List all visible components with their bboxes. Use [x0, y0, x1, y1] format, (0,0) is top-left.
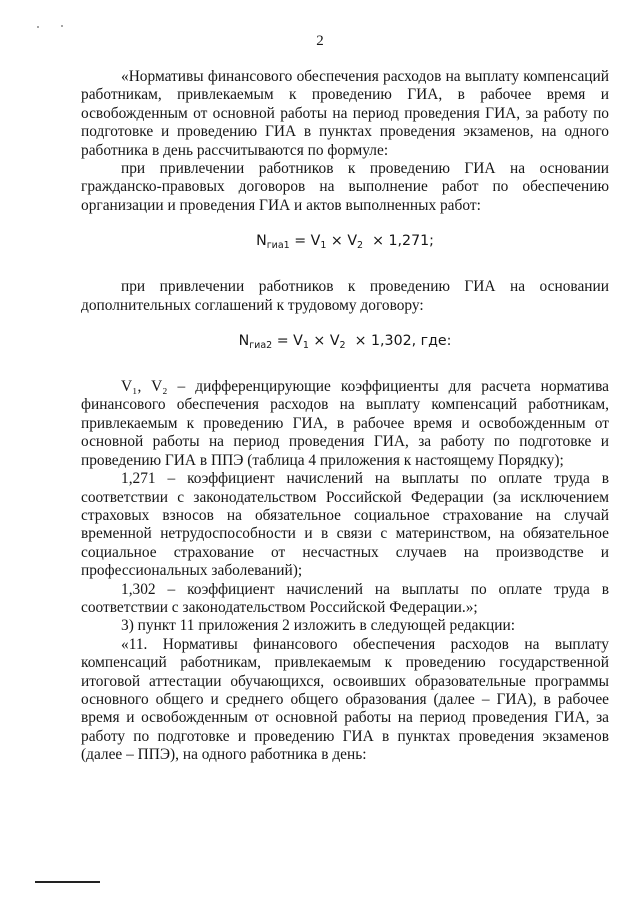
- formula-v2-subscript: 2: [339, 340, 346, 352]
- formula-gia1: [81, 232, 609, 255]
- paragraph-coefficients-v: V₁, V₂ – дифференцирующие коэффициенты для расчета норматива финансового обеспечения расходов на выплату компенсаций работникам, привлекаемым к проведению ГИА, в рабочее время и освобожденным от основной работы на период проведения ГИА, за работу по подготовке и проведению ГИА в ППЭ (таблица 4 приложения к настоящему Порядку);: [81, 378, 609, 469]
- formula-v2: V: [347, 233, 358, 250]
- formula-v2: V: [329, 333, 340, 350]
- formula-equals: =: [272, 333, 294, 350]
- paragraph-norms-intro: «Нормативы финансового обеспечения расходов на выплату компенсаций работникам, привлекаемым к проведению ГИА, в рабочее время и освобожденным от основной работы на период проведения ГИА, за работу по подготовке и проведению ГИА в пунктах проведения экзаменов, на одного работника в день рассчитываются по формуле:: [81, 68, 609, 159]
- formula-lhs: N: [238, 333, 250, 350]
- formula-v2-subscript: 2: [357, 240, 364, 252]
- formula-times: ×: [326, 233, 348, 250]
- formula-tail: × 1,302, где:: [345, 333, 452, 350]
- formula-times: ×: [308, 333, 330, 350]
- footer-rule: [35, 881, 100, 883]
- paragraph-item-3: 3) пункт 11 приложения 2 изложить в следующей редакции:: [121, 617, 515, 635]
- formula-lhs-subscript: гиа2: [249, 340, 273, 352]
- formula-lhs-subscript: гиа1: [266, 240, 290, 252]
- paragraph-coefficient-1302: 1,302 – коэффициент начислений на выплаты по оплате труда в соответствии с законодательством Российской Федерации.»;: [81, 580, 609, 616]
- formula-v1: V: [310, 233, 321, 250]
- paragraph-civil-contracts: при привлечении работников к проведению ГИА на основании гражданско-правовых договоров на выполнение работ по обеспечению организации и проведения ГИА и актов выполненных работ:: [81, 160, 609, 214]
- paragraph-coefficient-1271: 1,271 – коэффициент начислений на выплаты по оплате труда в соответствии с законодательством Российской Федерации (за исключением страховых взносов на обязательное социальное страхование на случай временной нетрудоспособности и в связи с материнством, на обязательное социальное страхование от несчастных случаев на производстве и профессиональных заболеваний);: [81, 470, 609, 580]
- scan-speck: [37, 26, 39, 28]
- formula-v1: V: [293, 333, 303, 350]
- page-number: 2: [316, 33, 324, 49]
- formula-equals: =: [289, 233, 311, 250]
- formula-v1-subscript: 1: [320, 240, 327, 252]
- formula-tail: × 1,271;: [363, 233, 434, 250]
- formula-lhs: N: [256, 233, 267, 250]
- formula-v1-subscript: 1: [302, 340, 309, 352]
- formula-gia2: [81, 332, 609, 355]
- paragraph-item-11: «11. Нормативы финансового обеспечения расходов на выплату компенсаций работникам, привлекаемым к проведению государственной итоговой аттестации обучающихся, освоивших образовательные программы основного общего и среднего общего образования (далее – ГИА), в рабочее время и освобожденным от основной работы на период проведения ГИА, за работу по подготовке и проведению ГИА в пунктах проведения экзаменов (далее – ППЭ), на одного работника в день:: [81, 635, 609, 764]
- scan-speck: [61, 25, 63, 27]
- paragraph-additional-agreements: при привлечении работников к проведению ГИА на основании дополнительных соглашений к трудовому договору:: [81, 278, 609, 314]
- document-body: [81, 68, 609, 765]
